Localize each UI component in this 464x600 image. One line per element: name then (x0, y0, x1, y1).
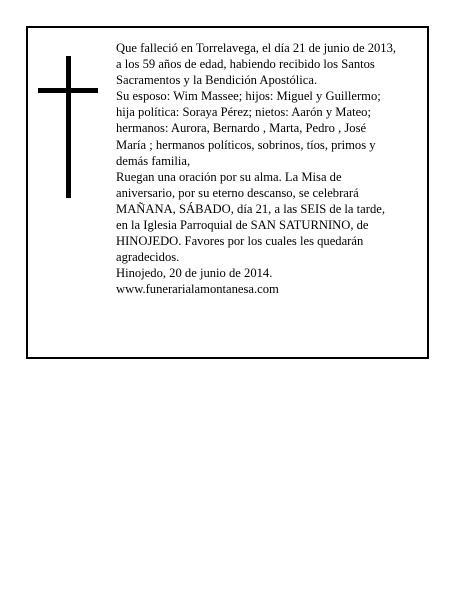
cross-vertical-bar (66, 56, 71, 198)
place-and-date: Hinojedo, 20 de junio de 2014. (116, 266, 273, 281)
mass-announcement: Ruegan una oración por su alma. La Misa de aniversario, por su eterno descanso, se celebrará MAÑANA, SÁBADO, día 21, a las SEIS de la tarde, en la Iglesia Parroquial de SAN SATURNINO, de HINOJEDO. Favores por los cuales les quedarán agradecidos. (116, 169, 385, 265)
death-announcement: Que falleció en Torrelavega, el día 21 de junio de 2013, a los 59 años de edad, habiendo recibido los Santos Sacramentos y la Bendición Apostólica. (116, 41, 397, 88)
cross-horizontal-bar (38, 88, 98, 93)
family-list: Su esposo: Wim Massee; hijos: Miguel y Guillermo; hija política: Soraya Pérez; nietos: Aarón y Mateo; hermanos: Aurora, Bernardo , Marta, Pedro , José María ; hermanos políticos, sobrinos, tíos, primos y demás familia, (116, 89, 381, 168)
funeral-home-website: www.funerarialamontanesa.com (116, 282, 279, 297)
cross-icon (38, 56, 98, 198)
obituary-notice (26, 26, 429, 359)
notice-text (116, 40, 426, 298)
